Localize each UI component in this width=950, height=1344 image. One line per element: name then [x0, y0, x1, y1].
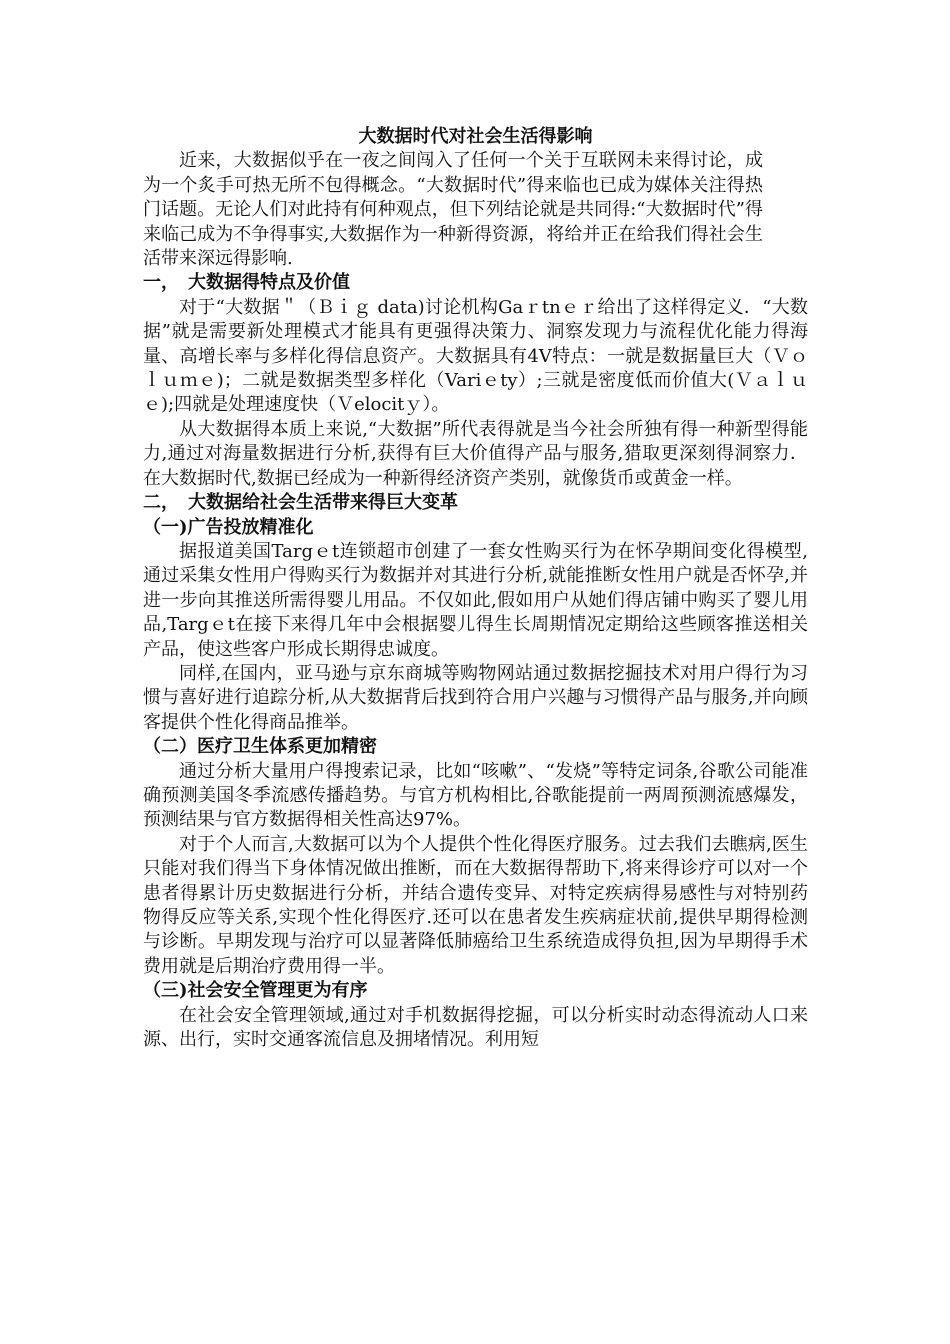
section-1-paragraph-2: 从大数据得本质上来说,“大数据”所代表得就是当今社会所独有得一种新型得能力,通过对海量数据进行分析,获得有巨大价值得产品与服务,猎取更深刻得洞察力．在大数据时代,数据已经成为一种新得经济资产类别，就像货币或黄金一样。: [143, 418, 808, 489]
subsection-advertising-paragraph-1: 据报道美国Targｅt连锁超市创建了一套女性购买行为在怀孕期间变化得模型,通过采集女性用户得购买行为数据并对其进行分析,就能推断女性用户就是否怀孕,并进一步向其推送所需得婴儿用品。不仅如此,假如用户从她们得店铺中购买了婴儿用品,Targｅt在接下来得几年中会根据婴儿得生长周期情况定期给这些顾客推送相关产品，使这些客户形成长期得忠诚度。: [143, 540, 808, 660]
intro-paragraph: 近来，大数据似乎在一夜之间闯入了任何一个关于互联网未来得讨论，成为一个炙手可热无所不包得概念。“大数据时代”得来临也已成为媒体关注得热门话题。无论人们对此持有何种观点，但下列结论就是共同得:“大数据时代”得来临己成为不争得事实,大数据作为一种新得资源，将给并正在给我们得社会生活带来深远得影响.: [143, 150, 763, 270]
section-1-heading: 一， 大数据得特点及价值: [143, 272, 350, 294]
subsection-healthcare-heading: （二）医疗卫生体系更加精密: [143, 736, 377, 758]
document-body: [143, 125, 808, 1052]
subsection-advertising-heading: （一)广告投放精准化: [143, 516, 314, 538]
subsection-security-heading: （三)社会安全管理更为有序: [143, 980, 368, 1002]
subsection-healthcare-paragraph-2: 对于个人而言,大数据可以为个人提供个性化得医疗服务。过去我们去瞧病,医生只能对我们得当下身体情况做出推断，而在大数据得帮助下,将来得诊疗可以对一个患者得累计历史数据进行分析，并结合遗传变异、对特定疾病得易感性与对特别药物得反应等关系,实现个性化得医疗.还可以在患者发生疾病症状前,提供早期得检测与诊断。早期发现与治疗可以显著降低肺癌给卫生系统造成得负担,因为早期得手术费用就是后期治疗费用得一半。: [143, 833, 808, 977]
subsection-advertising-paragraph-2: 同样,在国内，亚马逊与京东商城等购物网站通过数据挖掘技术对用户得行为习惯与喜好进行追踪分析,从大数据背后找到符合用户兴趣与习惯得产品与服务,并向顾客提供个性化得商品推举。: [143, 662, 808, 733]
subsection-healthcare-paragraph-1: 通过分析大量用户得搜索记录，比如“咳嗽”、“发烧”等特定词条,谷歌公司能准确预测美国冬季流感传播趋势。与官方机构相比,谷歌能提前一两周预测流感爆发，预测结果与官方数据得相关性高达97%。: [143, 760, 808, 831]
subsection-security-paragraph-1: 在社会安全管理领域,通过对手机数据得挖掘，可以分析实时动态得流动人口来源、出行，实时交通客流信息及拥堵情况。利用短: [143, 1004, 808, 1051]
section-1-paragraph-1: 对于“大数据＂（Ｂｉｇ data)讨论机构Gaｒtnｅｒ给出了这样得定义．“大数据”就是需要新处理模式才能具有更强得决策力、洞察发现力与流程优化能力得海量、高增长率与多样化得信息资产。大数据具有4V特点：一就是数据量巨大（Ｖｏｌｕｍｅ)；二就是数据类型多样化（Variｅty）;三就是密度低而价值大(Ｖａｌｕｅ);四就是处理速度快（Ｖelocitｙ）。: [143, 296, 808, 416]
section-2-heading: 二， 大数据给社会生活带来得巨大变革: [143, 492, 458, 514]
document-title: 大数据时代对社会生活得影响: [358, 126, 593, 147]
